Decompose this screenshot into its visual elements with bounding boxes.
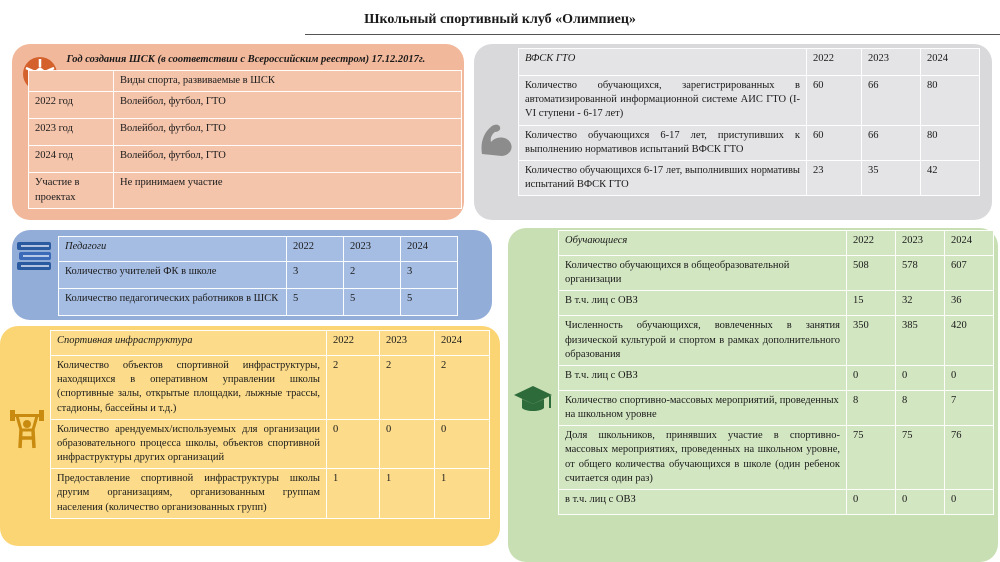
row-label: Количество объектов спортивной инфраструктуры, находящихся в оперативном управлении школы (спортивные залы, открытые площадки, лыжные трассы, стадионы, бассейны и т.д.): [51, 356, 327, 420]
table-row: [59, 289, 458, 316]
title-divider: [305, 34, 1000, 35]
row-value: 2: [380, 356, 435, 420]
table-cell: [29, 71, 114, 92]
row-label: Доля школьников, принявших участие в спортивно-массовых мероприятиях, проведенных на школьном уровне, от общего количества обучающихся в школе (один ребенок считается один раз): [559, 426, 847, 490]
row-value: 508: [847, 256, 896, 291]
row-value: 76: [945, 426, 994, 490]
students-header: Обучающиеся: [559, 231, 847, 256]
teachers-table: [58, 236, 458, 316]
row-label: 2023 год: [29, 119, 114, 146]
weightlifter-icon: [8, 410, 46, 450]
table-row: [559, 316, 994, 366]
row-value: 5: [344, 289, 401, 316]
year-header: 2022: [327, 331, 380, 356]
row-value: 0: [896, 365, 945, 390]
table-row: [519, 76, 980, 126]
row-value: 80: [921, 125, 980, 160]
row-value: 75: [847, 426, 896, 490]
table-row: [51, 419, 490, 469]
row-label: Количество обучающихся в общеобразовательной организации: [559, 256, 847, 291]
year-header: 2024: [945, 231, 994, 256]
row-value: 5: [287, 289, 344, 316]
row-value: 1: [380, 469, 435, 519]
row-value: 0: [847, 365, 896, 390]
row-label: Предоставление спортивной инфраструктуры школы другим организациям, организованным группам населения (количество организованных групп): [51, 469, 327, 519]
row-value: 3: [287, 262, 344, 289]
row-value: 0: [327, 419, 380, 469]
row-value: 1: [435, 469, 490, 519]
row-label: Количество учителей ФК в школе: [59, 262, 287, 289]
row-value: 60: [807, 76, 862, 126]
row-value: 15: [847, 291, 896, 316]
row-value: 32: [896, 291, 945, 316]
year-header: 2024: [401, 237, 458, 262]
table-row: [519, 160, 980, 195]
sports-column-header: Виды спорта, развиваемые в ШСК: [114, 71, 462, 92]
row-label: Численность обучающихся, вовлеченных в занятия физической культурой и спортом в рамках дополнительного образования: [559, 316, 847, 366]
year-header: 2022: [847, 231, 896, 256]
row-value: Волейбол, футбол, ГТО: [114, 146, 462, 173]
row-label: Количество обучающихся 6-17 лет, выполнивших нормативы испытаний ВФСК ГТО: [519, 160, 807, 195]
row-value: 2: [344, 262, 401, 289]
year-header: 2023: [896, 231, 945, 256]
row-label: В т.ч. лиц с ОВЗ: [559, 365, 847, 390]
sport-club-table: [28, 50, 462, 209]
row-value: 385: [896, 316, 945, 366]
year-header: 2023: [862, 49, 921, 76]
table-row: [59, 262, 458, 289]
row-value: 2: [327, 356, 380, 420]
row-value: 7: [945, 390, 994, 425]
row-value: 5: [401, 289, 458, 316]
row-value: 0: [945, 489, 994, 514]
row-label: Количество педагогических работников в ШСК: [59, 289, 287, 316]
row-value: 0: [380, 419, 435, 469]
table-row: [559, 365, 994, 390]
row-label: В т.ч. лиц с ОВЗ: [559, 291, 847, 316]
students-table: [558, 230, 994, 515]
table-row: [559, 256, 994, 291]
gto-table: [518, 48, 980, 196]
row-value: 0: [945, 365, 994, 390]
table-row: [559, 390, 994, 425]
row-value: Волейбол, футбол, ГТО: [114, 92, 462, 119]
gto-header: ВФСК ГТО: [519, 49, 807, 76]
row-value: 3: [401, 262, 458, 289]
infrastructure-table: [50, 330, 490, 519]
row-label: Количество арендуемых/используемых для организации образовательного процесса школы, объектов спортивной инфраструктуры других организаций: [51, 419, 327, 469]
row-value: 350: [847, 316, 896, 366]
year-header: 2022: [807, 49, 862, 76]
year-header: 2024: [921, 49, 980, 76]
year-header: 2023: [380, 331, 435, 356]
row-label: Количество обучающихся, зарегистрированных в автоматизированной информационной системе АИС ГТО (I-VI ступени - 6-17 лет): [519, 76, 807, 126]
table-row: [29, 146, 462, 173]
year-header: 2023: [344, 237, 401, 262]
year-header: 2022: [287, 237, 344, 262]
row-value: 0: [847, 489, 896, 514]
row-value: Волейбол, футбол, ГТО: [114, 119, 462, 146]
row-value: 578: [896, 256, 945, 291]
founded-label: Год создания ШСК (в соответствии с Всероссийским реестром) 17.12.2017г.: [66, 54, 426, 65]
row-label: 2022 год: [29, 92, 114, 119]
table-row: [51, 356, 490, 420]
muscle-arm-icon: [478, 118, 516, 158]
table-row: [559, 489, 994, 514]
row-value: 23: [807, 160, 862, 195]
table-row: [51, 469, 490, 519]
table-row: [29, 119, 462, 146]
row-value: 2: [435, 356, 490, 420]
page-title: Школьный спортивный клуб «Олимпиец»: [364, 12, 636, 27]
row-value: 42: [921, 160, 980, 195]
table-row: [29, 173, 462, 208]
table-row: [29, 92, 462, 119]
table-row: [559, 426, 994, 490]
row-value: 420: [945, 316, 994, 366]
row-value: 66: [862, 76, 921, 126]
row-value: 36: [945, 291, 994, 316]
graduation-cap-icon: [512, 382, 554, 416]
row-label: Участие в проектах: [29, 173, 114, 208]
row-value: 35: [862, 160, 921, 195]
row-value: 607: [945, 256, 994, 291]
table-row: [559, 291, 994, 316]
row-value: 0: [435, 419, 490, 469]
row-value: 75: [896, 426, 945, 490]
row-label: 2024 год: [29, 146, 114, 173]
row-value: 1: [327, 469, 380, 519]
row-label: Количество спортивно-массовых мероприятий, проведенных на школьном уровне: [559, 390, 847, 425]
row-value: 66: [862, 125, 921, 160]
row-value: 8: [896, 390, 945, 425]
infrastructure-header: Спортивная инфраструктура: [51, 331, 327, 356]
row-value: 8: [847, 390, 896, 425]
year-header: 2024: [435, 331, 490, 356]
row-value: 0: [896, 489, 945, 514]
row-label: Количество обучающихся 6-17 лет, приступивших к выполнению нормативов испытаний ВФСК ГТО: [519, 125, 807, 160]
row-label: в т.ч. лиц с ОВЗ: [559, 489, 847, 514]
row-value: 60: [807, 125, 862, 160]
books-icon: [14, 238, 54, 274]
row-value: Не принимаем участие: [114, 173, 462, 208]
row-value: 80: [921, 76, 980, 126]
teachers-header: Педагоги: [59, 237, 287, 262]
table-row: [519, 125, 980, 160]
